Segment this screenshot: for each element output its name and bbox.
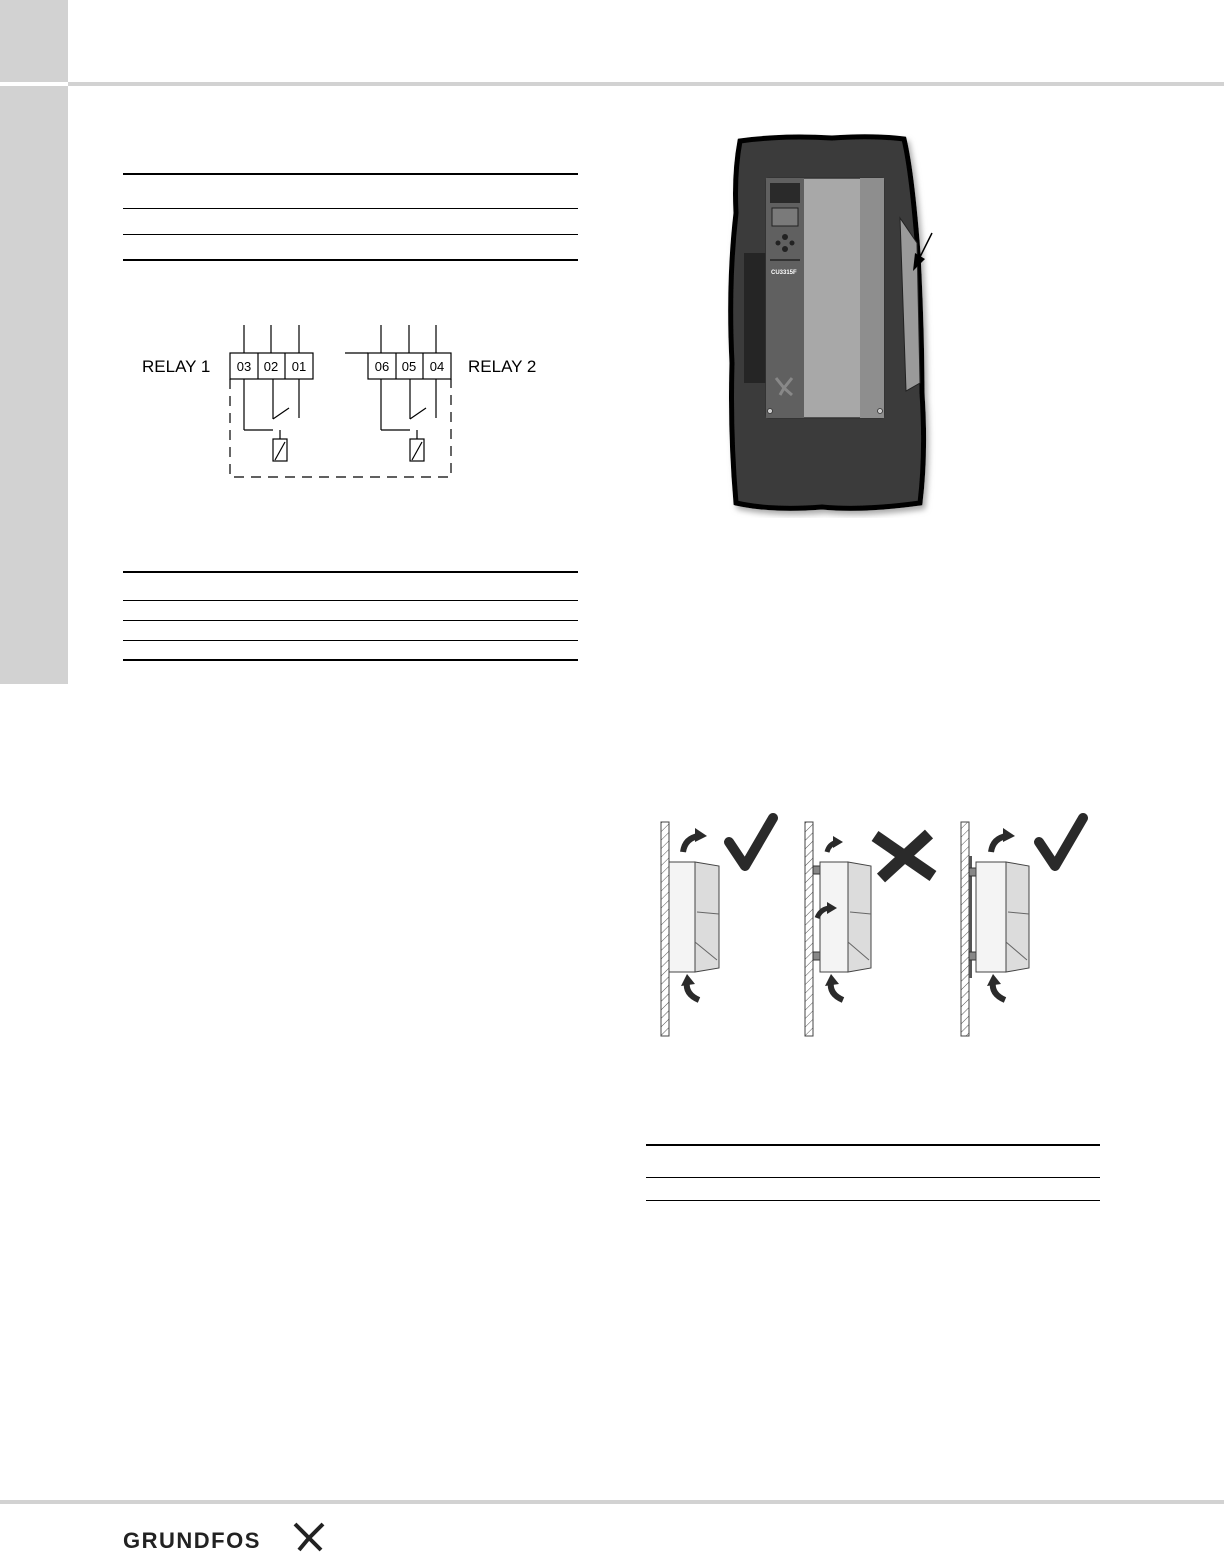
mounting-panel-1 [661,818,773,1036]
relay2-terminal-04: 04 [429,359,445,374]
relay-2-label: RELAY 2 [468,357,537,376]
grundfos-emblem-icon [295,1524,323,1550]
keypad-button [782,234,788,240]
relay1-terminal-03: 03 [236,359,252,374]
table-1-bottom-rule [123,259,578,261]
table-3-bottom-rule [646,1200,1100,1201]
table-3-row-rule [646,1177,1100,1178]
table-1-row-rule [123,234,578,235]
table-2-bottom-rule [123,659,578,661]
display-screen [772,208,798,226]
table-2-row-rule [123,600,578,601]
footer-rule [0,1500,1224,1504]
check-mark-icon [1039,818,1083,866]
cross-mark-icon [875,834,933,878]
relay1-terminal-01: 01 [291,359,307,374]
table-1-top-rule [123,173,578,175]
mounting-airflow-figure [655,812,1095,1042]
sidebar-tab [0,86,68,684]
brand-wordmark: GRUNDFOS [123,1528,261,1553]
table-2-row-rule [123,640,578,641]
table-1-row-rule [123,208,578,209]
product-packaging-photo [722,133,947,518]
sidebar-tab-top [0,0,68,82]
relay-wiring-diagram [120,315,560,490]
table-2-top-rule [123,571,578,573]
table-3-top-rule [646,1144,1100,1146]
grundfos-logo [123,1520,333,1556]
mounting-panel-3 [961,818,1083,1036]
relay-1-label: RELAY 1 [142,357,211,376]
relay2-terminal-06: 06 [374,359,390,374]
relay1-terminal-02: 02 [263,359,279,374]
header-rule [68,82,1224,86]
check-mark-icon [729,818,773,866]
relay2-terminal-05: 05 [401,359,417,374]
device-model-label: CU3315F [771,270,797,276]
table-2-row-rule [123,620,578,621]
mounting-panel-2 [805,822,933,1036]
